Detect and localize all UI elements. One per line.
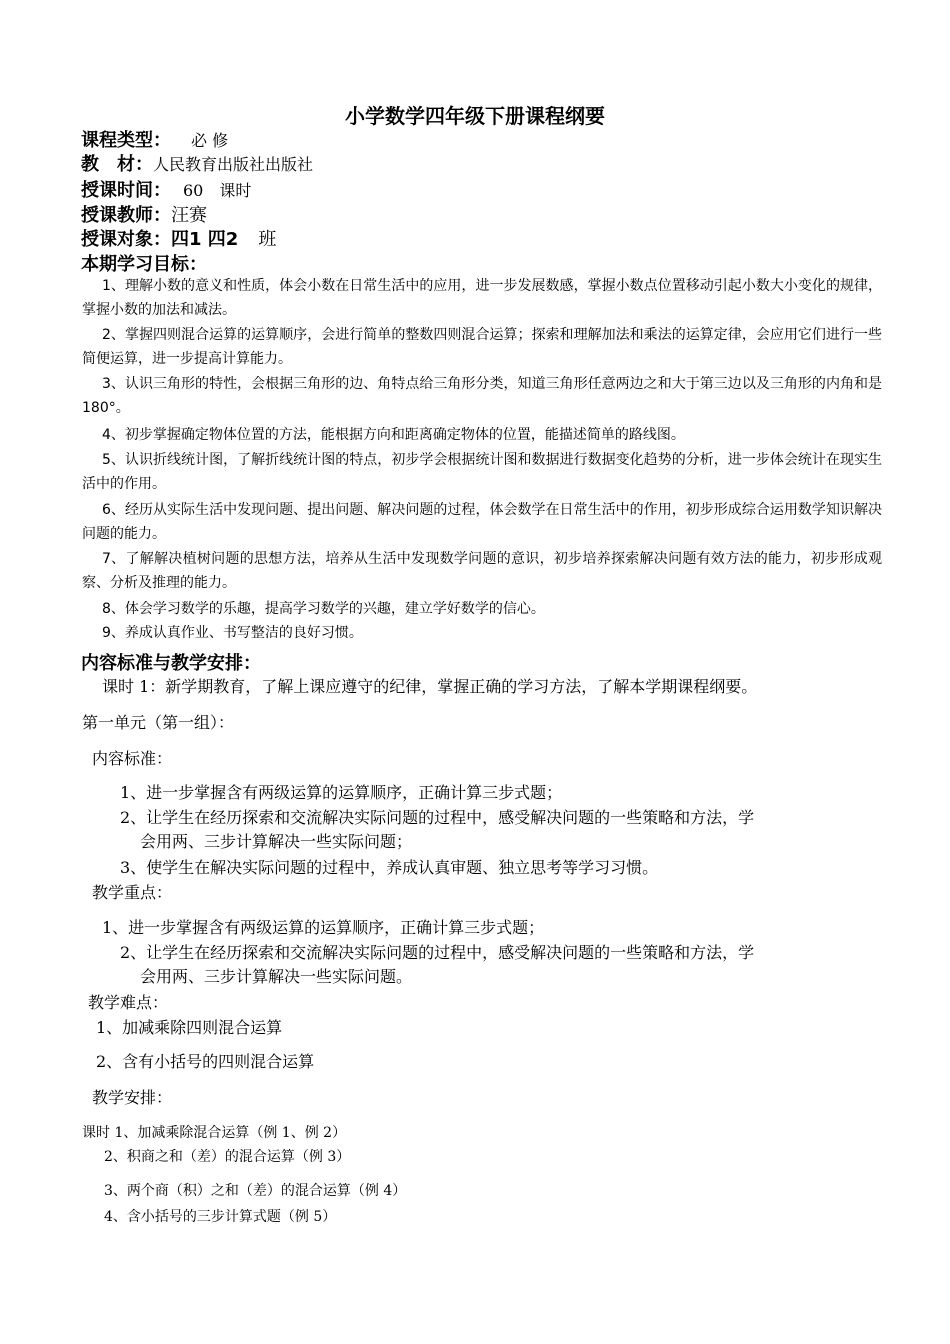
objective-item: 4、初步掌握确定物体位置的方法，能根据方向和距离确定物体的位置，能描述简单的路线图。 [102,427,685,443]
key-point-item: 1、进一步掌握含有两级运算的运算顺序，正确计算三步式题； [102,918,545,937]
course-type-row [81,126,228,152]
arrangement-label: 教学安排： [92,1088,173,1107]
objective-item: 3、认识三角形的特性，会根据三角形的边、角特点给三角形分类，知道三角形任意两边之和大于第三边以及三角形的内角和是 180°。 [82,376,882,416]
difficulties-label: 教学难点： [88,993,169,1012]
key-point-item: 2、让学生在经历探索和交流解决实际问题的过程中，感受解决问题的一些策略和方法，学 [120,943,755,962]
hours-row [81,176,251,202]
teacher-label: 授课教师： [81,205,171,226]
target-label: 授课对象： [81,229,171,250]
material-label: 教 材： [81,154,153,175]
objective-item: 2、掌握四则混合运算的运算顺序，会进行简单的整数四则混合运算；探索和理解加法和乘法的运算定律，会应用它们进行一些简便运算，进一步提高计算能力。 [82,327,882,367]
arrangement-item: 4、含小括号的三步计算式题（例 5） [104,1209,337,1225]
course-type-label: 课程类型： [81,130,171,151]
difficulty-item: 1、加减乘除四则混合运算 [96,1018,283,1037]
target-classes: 四1 四2 [171,229,239,250]
content-heading: 内容标准与教学安排： [81,653,261,674]
standard-item: 3、使学生在解决实际问题的过程中，养成认真审题、独立思考等学习习惯。 [120,858,659,877]
material-value: 人民教育出版社出版社 [153,155,314,174]
key-point-item: 会用两、三步计算解决一些实际问题。 [140,967,413,986]
lesson-1: 课时 1：新学期教育，了解上课应遵守的纪律，掌握正确的学习方法，了解本学期课程纲要。 [102,677,758,696]
objective-item: 9、养成认真作业、书写整洁的良好习惯。 [102,625,363,641]
standard-item: 会用两、三步计算解决一些实际问题； [140,832,413,851]
arrangement-item: 2、积商之和（差）的混合运算（例 3） [104,1149,351,1165]
teacher-value: 汪赛 [171,205,207,226]
arrangement-item: 3、两个商（积）之和（差）的混合运算（例 4） [104,1183,407,1199]
standard-item: 2、让学生在经历探索和交流解决实际问题的过程中，感受解决问题的一些策略和方法，学 [120,808,755,827]
objectives-heading: 本期学习目标： [81,254,207,275]
key-points-label: 教学重点： [92,883,173,902]
target-suffix: 班 [258,229,277,250]
hours-value: 60 课时 [183,181,252,200]
standard-item: 1、进一步掌握含有两级运算的运算顺序，正确计算三步式题； [120,783,563,802]
material-row [81,150,313,176]
objective-item: 7、了解解决植树问题的思想方法，培养从生活中发现数学问题的意识，初步培养探索解决问题有效方法的能力，初步形成观察、分析及推理的能力。 [82,551,882,591]
objective-item: 6、经历从实际生活中发现问题、提出问题、解决问题的过程，体会数学在日常生活中的作用，初步形成综合运用数学知识解决问题的能力。 [82,502,882,542]
teacher-row [81,201,207,227]
course-type-value: 必 修 [191,131,229,150]
difficulty-item: 2、含有小括号的四则混合运算 [96,1052,315,1071]
standards-label: 内容标准： [92,749,173,768]
objective-item: 5、认识折线统计图，了解折线统计图的特点，初步学会根据统计图和数据进行数据变化趋势的分析，进一步体会统计在现实生活中的作用。 [82,452,882,492]
hours-label: 授课时间： [81,180,171,201]
unit-1-title: 第一单元（第一组）： [82,713,235,732]
objective-item: 8、体会学习数学的乐趣，提高学习数学的兴趣，建立学好数学的信心。 [102,601,545,617]
objective-item: 1、理解小数的意义和性质，体会小数在日常生活中的应用，进一步发展数感，掌握小数点位置移动引起小数大小变化的规律，掌握小数的加法和减法。 [82,278,882,318]
target-row [81,225,276,251]
page-title: 小学数学四年级下册课程纲要 [345,104,605,128]
arrangement-item: 课时 1、加减乘除混合运算（例 1、例 2） [82,1125,347,1141]
